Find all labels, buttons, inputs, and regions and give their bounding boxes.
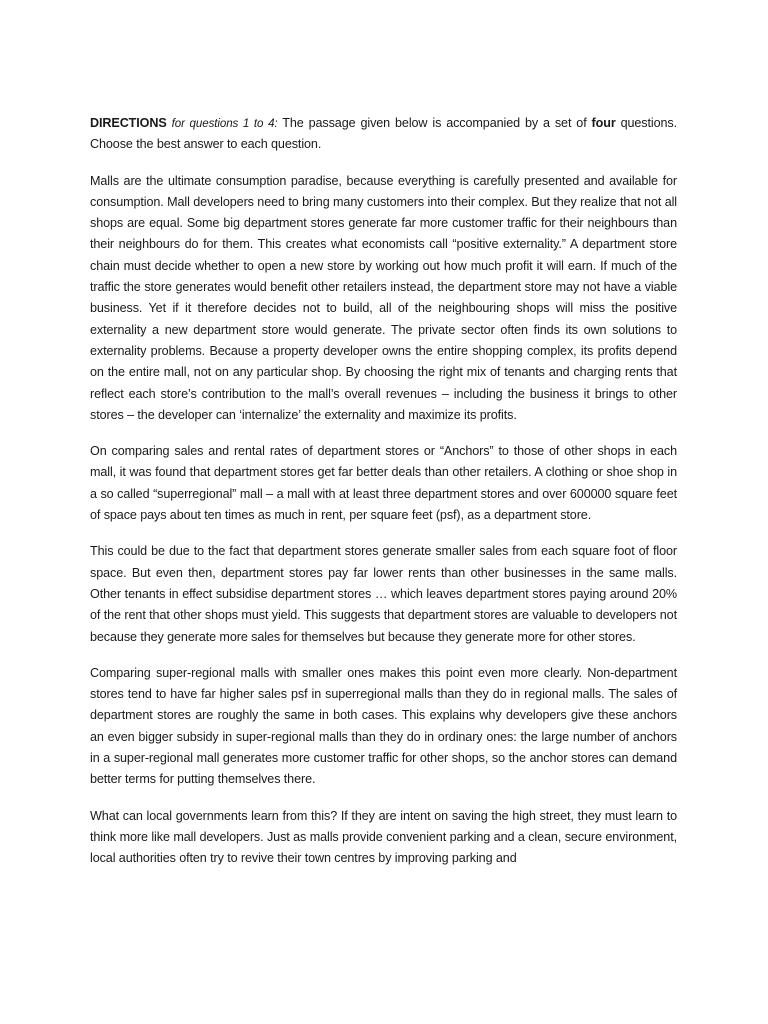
passage-paragraph-5: What can local governments learn from this? If they are intent on saving the high street, they must learn to think more like mall developers. Just as malls provide convenient parking and a clean, secure environment, local authorities often try to revive their town centres by improving parking and bbox=[90, 808, 677, 866]
directions-text-before: The passage given below is accompanied by a set of bbox=[282, 116, 587, 130]
directions-label: DIRECTIONS bbox=[90, 116, 167, 130]
directions-text-after: questions. Choose the best answer to each question. bbox=[90, 116, 678, 152]
directions-paragraph bbox=[90, 113, 677, 156]
passage-paragraph-1: Malls are the ultimate consumption paradise, because everything is carefully presented and available for consumption. Mall developers need to bring many customers into their complex. But they realize that not all shops are equal. Some big department stores generate far more customer traffic for their neighbours than their neighbours do for them. This creates what economists call “positive externality.” A department store chain must decide whether to open a new store by working out how much profit it will earn. If much of the traffic the store generates would benefit other retailers instead, the department store may not have a viable business. Yet if it therefore decides not to build, all of the neighbouring shops will miss the positive externality a new department store would generate. The private sector often finds its own solutions to externality problems. Because a property developer owns the entire shopping complex, its profits depend on the entire mall, not on any particular shop. By choosing the right mix of tenants and charging rents that reflect each store’s contribution to the mall’s overall revenues – including the business it brings to other stores – the developer can ‘internalize’ the externality and maximize its profits. bbox=[90, 173, 677, 422]
directions-scope: for questions 1 to 4: bbox=[171, 117, 278, 130]
passage-paragraph-2: On comparing sales and rental rates of department stores or “Anchors” to those of other shops in each mall, it was found that department stores get far better deals than other retailers. A clothing or shoe shop in a so called “superregional” mall – a mall with at least three department stores and over 600000 square feet of space pays about ten times as much in rent, per square feet (psf), as a department store. bbox=[90, 444, 677, 523]
passage-paragraph-3: This could be due to the fact that department stores generate smaller sales from each square foot of floor space. But even then, department stores pay far lower rents than other businesses in the same malls. Other tenants in effect subsidise department stores … which leaves department stores paying around 20% of the rent that other shops must yield. This suggests that department stores are valuable to developers not because they generate more sales for themselves but because they generate more for other stores. bbox=[90, 544, 677, 644]
directions-count-word: four bbox=[591, 116, 616, 130]
passage-paragraph-4: Comparing super-regional malls with smaller ones makes this point even more clearly. Non-department stores tend to have far higher sales psf in superregional malls than they do in regional malls. The sales of department stores are roughly the same in both cases. This explains why developers give these anchors an even bigger subsidy in super-regional malls than they do in ordinary ones: the large number of anchors in a super-regional mall generates more customer traffic for other shops, so the anchor stores can demand better terms for putting themselves there. bbox=[90, 665, 677, 787]
document-page bbox=[90, 113, 677, 885]
